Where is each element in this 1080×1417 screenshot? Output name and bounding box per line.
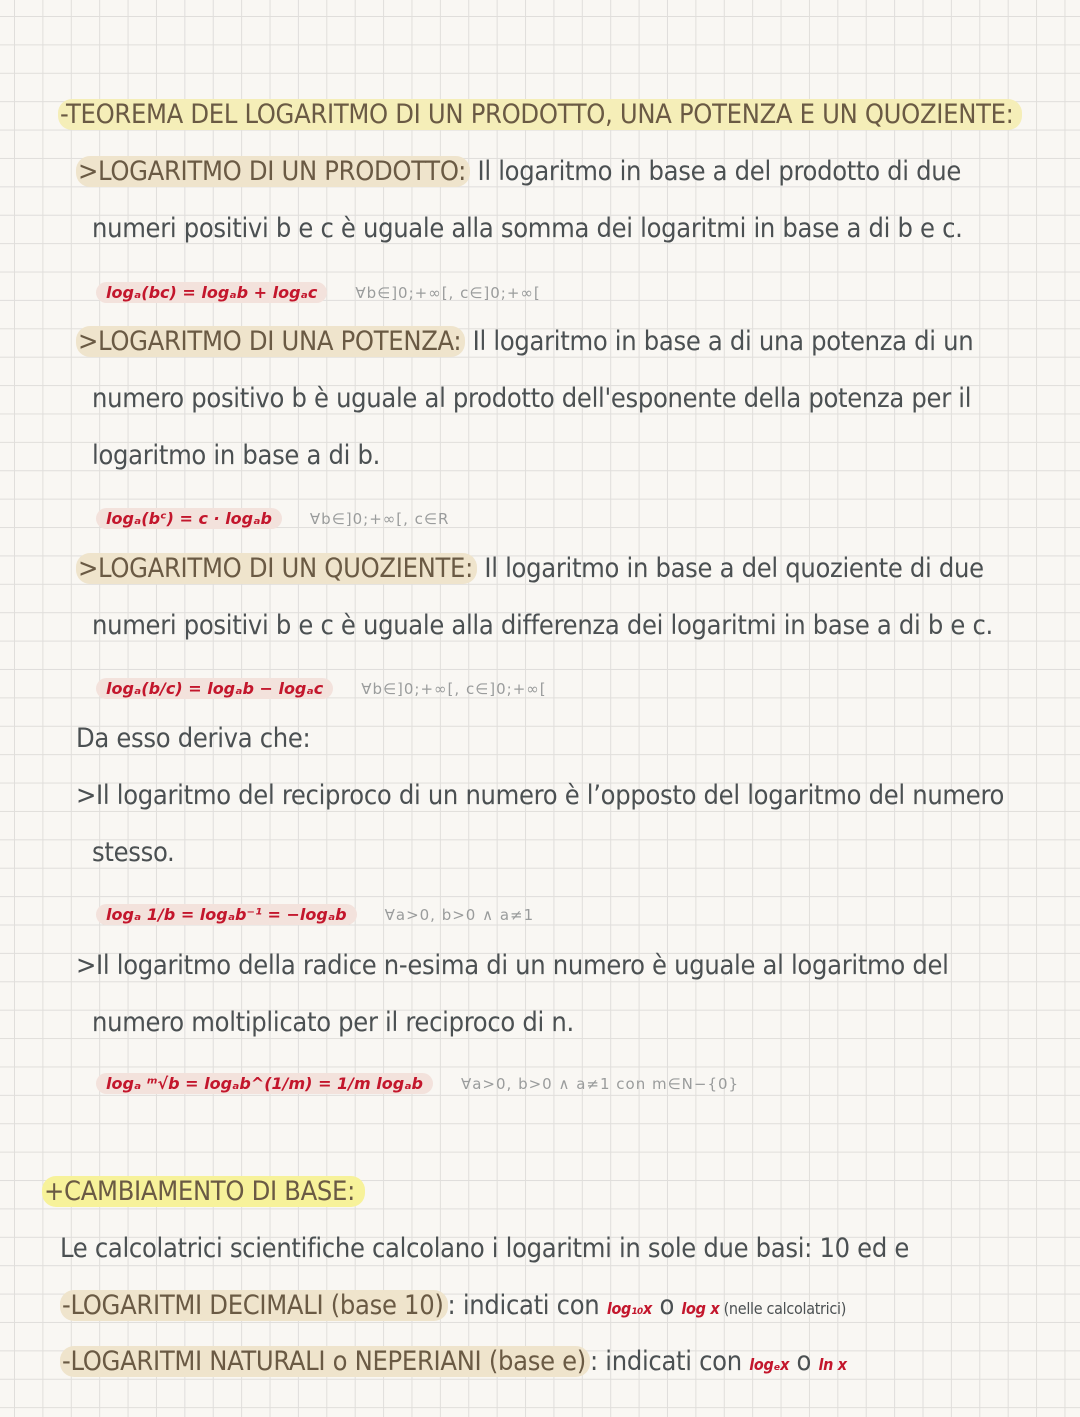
reciprocal-line1: >Il logaritmo del reciproco di un numero è l’opposto del logaritmo del numero	[76, 780, 1005, 811]
change-intro: Le calcolatrici scientifiche calcolano i logaritmi in sole due basi: 10 ed e	[60, 1233, 910, 1264]
reciprocal-formula: logₐ 1/b = logₐb⁻¹ = −logₐb ∀a>0, b>0 ∧ a≠1	[96, 902, 534, 928]
root-line2: numero moltiplicato per il reciproco di n.	[92, 1007, 574, 1038]
quotient-formula: logₐ(b/c) = logₐb − logₐc ∀b∈]0;+∞[, c∈]0;+∞[	[96, 676, 547, 702]
product-line1: >LOGARITMO DI UN PRODOTTO: Il logaritmo in base a del prodotto di due	[78, 156, 962, 187]
product-line2: numeri positivi b e c è uguale alla somma dei logaritmi in base a di b e c.	[92, 213, 963, 244]
change-title: +CAMBIAMENTO DI BASE:	[42, 1174, 365, 1210]
decimal-log-line: -LOGARITMI DECIMALI (base 10) : indicati con log₁₀x o log x (nelle calcolatrici)	[62, 1290, 847, 1321]
root-formula: logₐ ᵐ√b = logₐb^(1/m) = 1/m logₐb ∀a>0, b>0 ∧ a≠1 con m∈N−{0}	[96, 1071, 739, 1097]
quotient-line2: numeri positivi b e c è uguale alla differenza dei logaritmi in base a di b e c.	[92, 610, 993, 641]
power-line3: logaritmo in base a di b.	[92, 440, 381, 471]
quotient-line1: >LOGARITMO DI UN QUOZIENTE: Il logaritmo in base a del quoziente di due	[78, 553, 984, 584]
power-line2: numero positivo b è uguale al prodotto dell'esponente della potenza per il	[92, 383, 972, 414]
power-line1: >LOGARITMO DI UNA POTENZA: Il logaritmo in base a di una potenza di un	[78, 326, 974, 357]
derive-text: Da esso deriva che:	[76, 723, 311, 754]
power-formula: logₐ(bᶜ) = c · logₐb ∀b∈]0;+∞[, c∈R	[96, 506, 449, 532]
reciprocal-line2: stesso.	[92, 837, 175, 868]
natural-log-line: -LOGARITMI NATURALI o NEPERIANI (base e) : indicati con logₑx o ln x	[62, 1346, 847, 1377]
root-line1: >Il logaritmo della radice n-esima di un numero è uguale al logaritmo del	[76, 950, 949, 981]
product-formula: logₐ(bc) = logₐb + logₐc ∀b∈]0;+∞[, c∈]0;+∞[	[96, 280, 541, 306]
section-title: -TEOREMA DEL LOGARITMO DI UN PRODOTTO, UNA POTENZA E UN QUOZIENTE:	[58, 97, 1022, 133]
